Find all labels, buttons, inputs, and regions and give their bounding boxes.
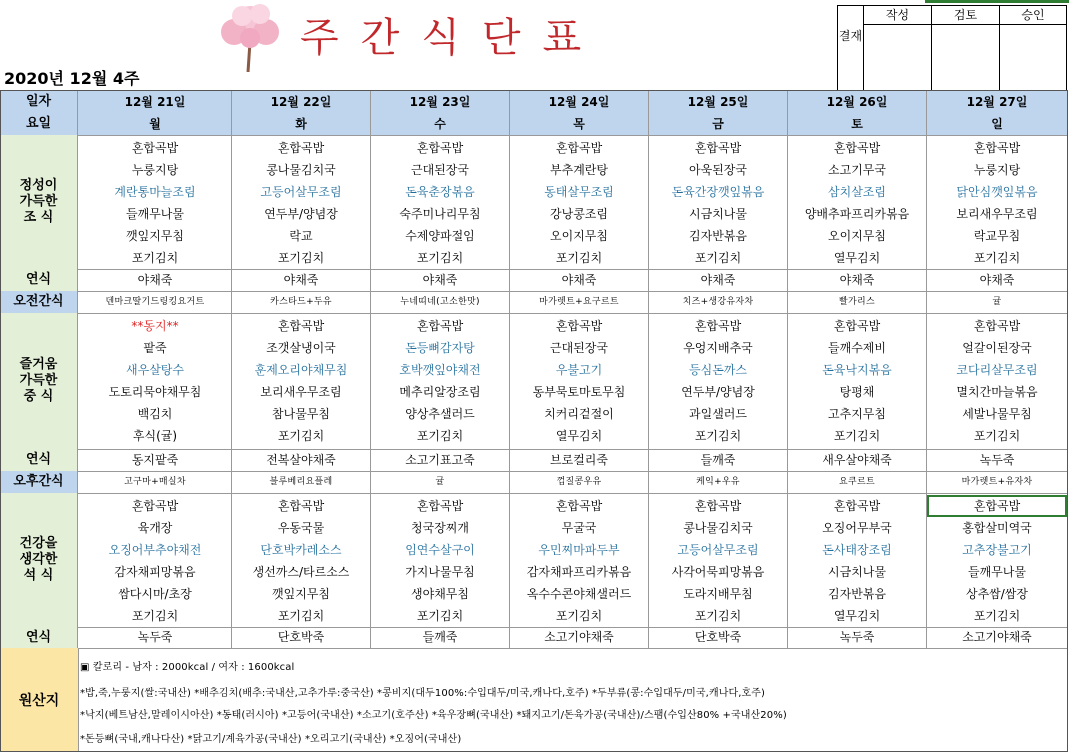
- breakfast-dish[interactable]: 보리새우무조림: [956, 207, 1038, 221]
- breakfast-porridge-row-cell[interactable]: 야채죽: [788, 269, 927, 291]
- lunch-dish[interactable]: 메추리알장조림: [399, 385, 481, 399]
- lunch-dish[interactable]: 훈제오리야채무침: [254, 363, 348, 377]
- dinner-day-column: [649, 493, 788, 627]
- origin-line-1: *밥,죽,누룽지(쌀:국내산) *배추김치(배추:국내산,고추가루:중국산) *콩비지(대두100%:수입대두/미국,캐나다,호주) *두부류(콩:수입대두/미국,캐나다,호주): [80, 688, 766, 699]
- breakfast-dish[interactable]: 고등어살무조림: [260, 185, 342, 199]
- lunch-dish[interactable]: 돈등뼈감자탕: [405, 341, 475, 355]
- date-row-cell[interactable]: 12월 26일: [788, 91, 927, 113]
- approval-box: [837, 5, 1067, 91]
- day-row: [0, 113, 1067, 136]
- dinner-dish[interactable]: 콩나물김치국: [683, 521, 753, 535]
- breakfast-dish[interactable]: 깻잎지무침: [126, 229, 184, 243]
- breakfast-dish[interactable]: 포기김치: [416, 251, 464, 265]
- am-snack-row-label: 오전간식: [0, 291, 78, 313]
- dinner-dish[interactable]: 고추장불고기: [962, 543, 1032, 557]
- dinner-dish[interactable]: 도라지배무침: [683, 587, 753, 601]
- lunch-dish[interactable]: 우불고기: [555, 363, 603, 377]
- lunch-dish[interactable]: 양상추샐러드: [405, 407, 475, 421]
- pm-snack-row-cell[interactable]: 마가렛트+유자차: [961, 477, 1033, 487]
- approval-label: [838, 6, 864, 90]
- dinner-dish[interactable]: 우민찌마파두부: [538, 543, 620, 557]
- dinner-dish[interactable]: 혼합곡밥: [927, 495, 1067, 517]
- breakfast-day-column: [371, 135, 510, 269]
- lunch-dish[interactable]: 백김치: [137, 407, 173, 421]
- date-row: [0, 91, 1067, 114]
- breakfast-dish[interactable]: 근대된장국: [411, 163, 469, 177]
- day-row-cell[interactable]: 수: [371, 113, 510, 135]
- dinner-day-column: [232, 493, 371, 627]
- breakfast-dish[interactable]: 오이지무침: [550, 229, 608, 243]
- dinner-label: 건강을 생각한 석 식: [0, 493, 78, 627]
- lunch-dish[interactable]: 포기김치: [833, 429, 881, 443]
- calorie-note: ▣ 칼로리 - 남자 : 2000kcal / 여자 : 1600kcal: [80, 662, 295, 673]
- breakfast-dish[interactable]: 혼합곡밥: [131, 141, 179, 155]
- dinner-dish[interactable]: 시금치나물: [828, 565, 886, 579]
- dinner-dish[interactable]: 오징어무부국: [822, 521, 892, 535]
- breakfast-dish[interactable]: 포기김치: [555, 251, 603, 265]
- day-row-cell[interactable]: 금: [649, 113, 788, 135]
- breakfast-dish[interactable]: 혼합곡밥: [694, 141, 742, 155]
- breakfast-dish[interactable]: 시금치나물: [689, 207, 747, 221]
- dinner-dish[interactable]: 혼합곡밥: [131, 499, 179, 513]
- breakfast-dish[interactable]: 돈육간장깻잎볶음: [671, 185, 765, 199]
- dinner-day-column: [927, 493, 1067, 627]
- breakfast-day-column: [232, 135, 371, 269]
- dinner-dish[interactable]: 포기김치: [277, 609, 325, 623]
- date-row-cell[interactable]: 12월 27일: [966, 95, 1028, 109]
- dinner-dish[interactable]: 포기김치: [694, 609, 742, 623]
- am-snack-row-cell[interactable]: 마가렛트+요구르트: [510, 291, 649, 313]
- breakfast-label: 정성이 가득한 조 식: [0, 135, 78, 269]
- origin-line-2: *낙지(베트남산,말레이시아산) *동태(러시아) *고등어(국내산) *소고기(호주산) *육우장뼈(국내산) *돼지고기/돈육가공(국내산)/스팸(수입산80% +국내산20%): [80, 710, 787, 721]
- breakfast-day-column: [649, 135, 788, 269]
- lunch-porridge-row: [0, 449, 1067, 472]
- lunch-label: 즐거움 가득한 중 식: [0, 313, 78, 449]
- day-row-cell[interactable]: 토: [788, 113, 927, 135]
- pm-snack-row: [0, 471, 1067, 494]
- am-snack-row-cell[interactable]: 덴마크딸기드링킹요거트: [79, 291, 232, 313]
- dinner-dish[interactable]: 사각어묵피망볶음: [671, 565, 765, 579]
- dinner-porridge-row-cell[interactable]: 단호박죽: [232, 627, 371, 648]
- cherry-blossom-tree-icon: [212, 2, 288, 72]
- approval-approve-label: 승인: [1000, 6, 1066, 25]
- lunch-dish[interactable]: 동부묵토마토무침: [532, 385, 626, 399]
- dinner-day-column: [510, 493, 649, 627]
- breakfast-dish[interactable]: 계란통마늘조림: [114, 185, 196, 199]
- pm-snack-row-cell[interactable]: 케익+우유: [649, 471, 788, 493]
- breakfast-dish[interactable]: 삼치살조림: [828, 185, 886, 199]
- date-row-cell[interactable]: 12월 25일: [649, 91, 788, 113]
- date-row-cell[interactable]: 12월 23일: [371, 91, 510, 113]
- dinner-dish[interactable]: 생야채무침: [411, 587, 469, 601]
- breakfast-dish[interactable]: 들깨무나물: [126, 207, 184, 221]
- origin-section: [0, 648, 1067, 752]
- lunch-dish[interactable]: 우엉지배추국: [683, 341, 753, 355]
- breakfast-dish[interactable]: 혼합곡밥: [416, 141, 464, 155]
- dinner-porridge-row-cell[interactable]: 들깨죽: [371, 627, 510, 648]
- pm-snack-row-cell[interactable]: 요쿠르트: [788, 471, 927, 493]
- dinner-dish[interactable]: 감자채파프리카볶음: [526, 565, 632, 579]
- dinner-dish[interactable]: 혼합곡밥: [694, 499, 742, 513]
- lunch-dish[interactable]: 포기김치: [277, 429, 325, 443]
- pm-snack-row-label: 오후간식: [0, 471, 78, 493]
- lunch-dish[interactable]: 근대된장국: [550, 341, 608, 355]
- dinner-day-column: [788, 493, 927, 627]
- lunch-day-column: [79, 313, 232, 449]
- lunch-dish[interactable]: 얼갈이된장국: [962, 341, 1032, 355]
- dinner-dish[interactable]: 무굴국: [561, 521, 597, 535]
- dinner-porridge-row-cell[interactable]: 녹두죽: [788, 627, 927, 648]
- breakfast-dish[interactable]: 돈육춘장볶음: [405, 185, 475, 199]
- dinner-dish[interactable]: 상추쌈/쌈장: [965, 587, 1028, 601]
- lunch-dish[interactable]: 새우살탕수: [126, 363, 184, 377]
- dinner-dish[interactable]: 쌈다시마/초장: [118, 587, 192, 601]
- lunch-dish[interactable]: 열무김치: [555, 429, 603, 443]
- date-row-cell[interactable]: 12월 22일: [232, 91, 371, 113]
- lunch-dish[interactable]: 치커리겉절이: [544, 407, 614, 421]
- lunch-dish[interactable]: 혼합곡밥: [833, 319, 881, 333]
- lunch-porridge-row-cell[interactable]: 동지팥죽: [79, 449, 232, 471]
- lunch-dish[interactable]: 멸치간마늘볶음: [956, 385, 1038, 399]
- dinner-dish[interactable]: 혼합곡밥: [555, 499, 603, 513]
- lunch-dish[interactable]: 혼합곡밥: [694, 319, 742, 333]
- am-snack-row: [0, 291, 1067, 314]
- breakfast-dish[interactable]: 오이지무침: [828, 229, 886, 243]
- lunch-dish[interactable]: 포기김치: [694, 429, 742, 443]
- dinner-dish[interactable]: 육개장: [137, 521, 173, 535]
- breakfast-dish[interactable]: 포기김치: [973, 251, 1021, 265]
- lunch-dish[interactable]: 들깨수제비: [828, 341, 886, 355]
- dinner-dish[interactable]: 깻잎지무침: [272, 587, 330, 601]
- am-snack-row-cell[interactable]: 치즈+생강유자차: [649, 291, 788, 313]
- lunch-dish[interactable]: 혼합곡밥: [555, 319, 603, 333]
- lunch-porridge-row-cell[interactable]: 새우살야채죽: [788, 449, 927, 471]
- lunch-dish[interactable]: 탕평채: [839, 385, 875, 399]
- approval-author-label: 작성: [864, 6, 931, 25]
- lunch-dish[interactable]: 보리새우무조림: [260, 385, 342, 399]
- dinner-dish[interactable]: 혼합곡밥: [833, 499, 881, 513]
- day-row-cell[interactable]: 일: [991, 117, 1003, 131]
- dinner-dish[interactable]: 우동국물: [277, 521, 325, 535]
- lunch-dish[interactable]: 호박깻잎야채전: [399, 363, 481, 377]
- lunch-day-column: [649, 313, 788, 449]
- dinner-porridge-row-label: 연식: [0, 627, 78, 648]
- dinner-dish[interactable]: 고등어살무조림: [677, 543, 759, 557]
- dinner-dish[interactable]: 청국장찌개: [411, 521, 469, 535]
- approval-col-approve[interactable]: [1000, 6, 1066, 90]
- dinner-dish[interactable]: 오징어부추야채전: [108, 543, 202, 557]
- lunch-dish[interactable]: 참나물무침: [272, 407, 330, 421]
- breakfast-porridge-row-cell[interactable]: 야채죽: [510, 269, 649, 291]
- breakfast-porridge-row-cell[interactable]: 야채죽: [79, 269, 232, 291]
- page-title: 주간식단표: [300, 15, 604, 61]
- dinner-day-column: [371, 493, 510, 627]
- breakfast-dish[interactable]: 포기김치: [131, 251, 179, 265]
- approval-col-author[interactable]: [864, 6, 932, 90]
- lunch-dish[interactable]: 연두부/양념장: [681, 385, 755, 399]
- lunch-dish[interactable]: 과일샐러드: [689, 407, 747, 421]
- lunch-porridge-row-cell[interactable]: 브로컬리죽: [510, 449, 649, 471]
- lunch-dish[interactable]: 코다리살무조림: [956, 363, 1038, 377]
- breakfast-dish[interactable]: 누룽지탕: [973, 163, 1021, 177]
- breakfast-block: [0, 135, 1067, 270]
- lunch-dish[interactable]: 돈육낙지볶음: [822, 363, 892, 377]
- lunch-dish[interactable]: **동지**: [131, 319, 179, 333]
- dinner-dish[interactable]: 들깨무나물: [968, 565, 1026, 579]
- lunch-day-column: [927, 313, 1067, 449]
- breakfast-dish[interactable]: 부추계란탕: [550, 163, 608, 177]
- dinner-dish[interactable]: 열무김치: [833, 609, 881, 623]
- lunch-day-column: [371, 313, 510, 449]
- dinner-dish[interactable]: 포기김치: [555, 609, 603, 623]
- lunch-porridge-row-cell[interactable]: 전복살야채죽: [232, 449, 371, 471]
- breakfast-dish[interactable]: 혼합곡밥: [833, 141, 881, 155]
- breakfast-dish[interactable]: 콩나물김치국: [266, 163, 336, 177]
- date-row-cell[interactable]: 12월 21일: [79, 91, 232, 113]
- day-row-cell[interactable]: 월: [79, 113, 232, 135]
- lunch-dish[interactable]: 혼합곡밥: [416, 319, 464, 333]
- dinner-porridge-row-cell[interactable]: 소고기야채죽: [510, 627, 649, 648]
- am-snack-row-cell[interactable]: 귤: [992, 297, 1002, 307]
- dinner-dish[interactable]: 홍합살미역국: [962, 521, 1032, 535]
- pm-snack-row-cell[interactable]: 껍질콩우유: [510, 471, 649, 493]
- day-row-label: 요일: [0, 113, 78, 135]
- lunch-porridge-row-cell[interactable]: 들깨죽: [649, 449, 788, 471]
- dinner-dish[interactable]: 옥수수콘야채샐러드: [526, 587, 632, 601]
- lunch-dish[interactable]: 혼합곡밥: [277, 319, 325, 333]
- breakfast-dish[interactable]: 연두부/양념장: [264, 207, 338, 221]
- lunch-dish[interactable]: 포기김치: [973, 429, 1021, 443]
- dinner-dish[interactable]: 감자채피망볶음: [114, 565, 196, 579]
- origin-label: 원산지: [0, 648, 79, 752]
- dinner-dish[interactable]: 포기김치: [416, 609, 464, 623]
- dinner-block: [0, 493, 1067, 628]
- breakfast-dish[interactable]: 혼합곡밥: [277, 141, 325, 155]
- lunch-porridge-row-cell[interactable]: 녹두죽: [979, 453, 1015, 467]
- breakfast-dish[interactable]: 혼합곡밥: [973, 141, 1021, 155]
- pm-snack-row-cell[interactable]: 고구마+매실차: [79, 471, 232, 493]
- lunch-dish[interactable]: 포기김치: [416, 429, 464, 443]
- week-label: 2020년 12월 4주: [4, 69, 140, 88]
- approval-label-text: 결재: [838, 29, 863, 43]
- lunch-day-column: [788, 313, 927, 449]
- approval-review-label: 검토: [932, 6, 999, 25]
- breakfast-porridge-row-cell[interactable]: 야채죽: [649, 269, 788, 291]
- lunch-dish[interactable]: 등심돈까스: [689, 363, 747, 377]
- breakfast-dish[interactable]: 락교: [289, 229, 313, 243]
- dinner-day-column: [79, 493, 232, 627]
- dinner-dish[interactable]: 가지나물무침: [405, 565, 475, 579]
- dinner-dish[interactable]: 임연수살구이: [405, 543, 475, 557]
- breakfast-dish[interactable]: 포기김치: [277, 251, 325, 265]
- breakfast-dish[interactable]: 닭안심깻잎볶음: [956, 185, 1038, 199]
- pm-snack-row-cell[interactable]: 귤: [371, 471, 510, 493]
- dinner-porridge-row: [0, 627, 1067, 649]
- breakfast-day-column: [79, 135, 232, 269]
- dinner-dish[interactable]: 돈사태장조림: [822, 543, 892, 557]
- am-snack-row-cell[interactable]: 누네띠네(고소한맛): [371, 291, 510, 313]
- lunch-day-column: [510, 313, 649, 449]
- breakfast-dish[interactable]: 락교무침: [973, 229, 1021, 243]
- breakfast-dish[interactable]: 누룽지탕: [131, 163, 179, 177]
- lunch-porridge-row-label: 연식: [0, 449, 78, 471]
- breakfast-porridge-row-cell[interactable]: 야채죽: [232, 269, 371, 291]
- selected-cell-indicator: [925, 0, 1069, 3]
- day-row-cell[interactable]: 화: [232, 113, 371, 135]
- breakfast-dish[interactable]: 숙주미나리무침: [399, 207, 481, 221]
- lunch-dish[interactable]: 팥죽: [143, 341, 167, 355]
- breakfast-porridge-row-cell[interactable]: 야채죽: [371, 269, 510, 291]
- dinner-porridge-row-cell[interactable]: 단호박죽: [649, 627, 788, 648]
- dinner-dish[interactable]: 생선까스/타르소스: [252, 565, 350, 579]
- lunch-dish[interactable]: 혼합곡밥: [973, 319, 1021, 333]
- dinner-porridge-row-cell[interactable]: 녹두죽: [79, 627, 232, 648]
- breakfast-dish[interactable]: 양배추파프리카볶음: [804, 207, 910, 221]
- breakfast-dish[interactable]: 김자반볶음: [689, 229, 747, 243]
- breakfast-porridge-row: [0, 269, 1067, 292]
- date-row-label: 일자: [0, 91, 78, 113]
- breakfast-dish[interactable]: 열무김치: [833, 251, 881, 265]
- dinner-dish[interactable]: 단호박카레소스: [260, 543, 342, 557]
- breakfast-dish[interactable]: 포기김치: [694, 251, 742, 265]
- am-snack-row-cell[interactable]: 카스타드+두유: [232, 291, 371, 313]
- lunch-block: [0, 313, 1067, 450]
- origin-line-3: *돈등뼈(국내,캐나다산) *닭고기/계육가공(국내산) *오리고기(국내산) *오징어(국내산): [80, 734, 462, 745]
- date-row-cell[interactable]: 12월 24일: [510, 91, 649, 113]
- am-snack-row-cell[interactable]: 빨가리스: [788, 291, 927, 313]
- dinner-dish[interactable]: 혼합곡밥: [277, 499, 325, 513]
- pm-snack-row-cell[interactable]: 블루베리요플레: [232, 471, 371, 493]
- lunch-dish[interactable]: 도토리묵야채무침: [108, 385, 202, 399]
- breakfast-day-column: [510, 135, 649, 269]
- lunch-dish[interactable]: 조갯살냉이국: [266, 341, 336, 355]
- breakfast-dish[interactable]: 소고기무국: [828, 163, 886, 177]
- breakfast-day-column: [927, 135, 1067, 269]
- day-row-cell[interactable]: 목: [510, 113, 649, 135]
- dinner-dish[interactable]: 김자반볶음: [828, 587, 886, 601]
- breakfast-dish[interactable]: 혼합곡밥: [555, 141, 603, 155]
- dinner-dish[interactable]: 혼합곡밥: [416, 499, 464, 513]
- lunch-day-column: [232, 313, 371, 449]
- approval-col-review[interactable]: [932, 6, 1000, 90]
- dinner-porridge-row-cell[interactable]: 소고기야채죽: [962, 630, 1032, 644]
- dinner-dish[interactable]: 포기김치: [131, 609, 179, 623]
- lunch-dish[interactable]: 세발나물무침: [962, 407, 1032, 421]
- breakfast-day-column: [788, 135, 927, 269]
- breakfast-dish[interactable]: 동태살무조림: [544, 185, 614, 199]
- lunch-porridge-row-cell[interactable]: 소고기표고죽: [371, 449, 510, 471]
- breakfast-dish[interactable]: 수제양파절임: [405, 229, 475, 243]
- breakfast-dish[interactable]: 강낭콩조림: [550, 207, 608, 221]
- lunch-dish[interactable]: 후식(귤): [132, 429, 178, 443]
- breakfast-porridge-row-label: 연식: [0, 269, 78, 291]
- breakfast-porridge-row-cell[interactable]: 야채죽: [979, 273, 1015, 287]
- dinner-dish[interactable]: 포기김치: [973, 609, 1021, 623]
- breakfast-dish[interactable]: 아욱된장국: [689, 163, 747, 177]
- lunch-dish[interactable]: 고추지무침: [828, 407, 886, 421]
